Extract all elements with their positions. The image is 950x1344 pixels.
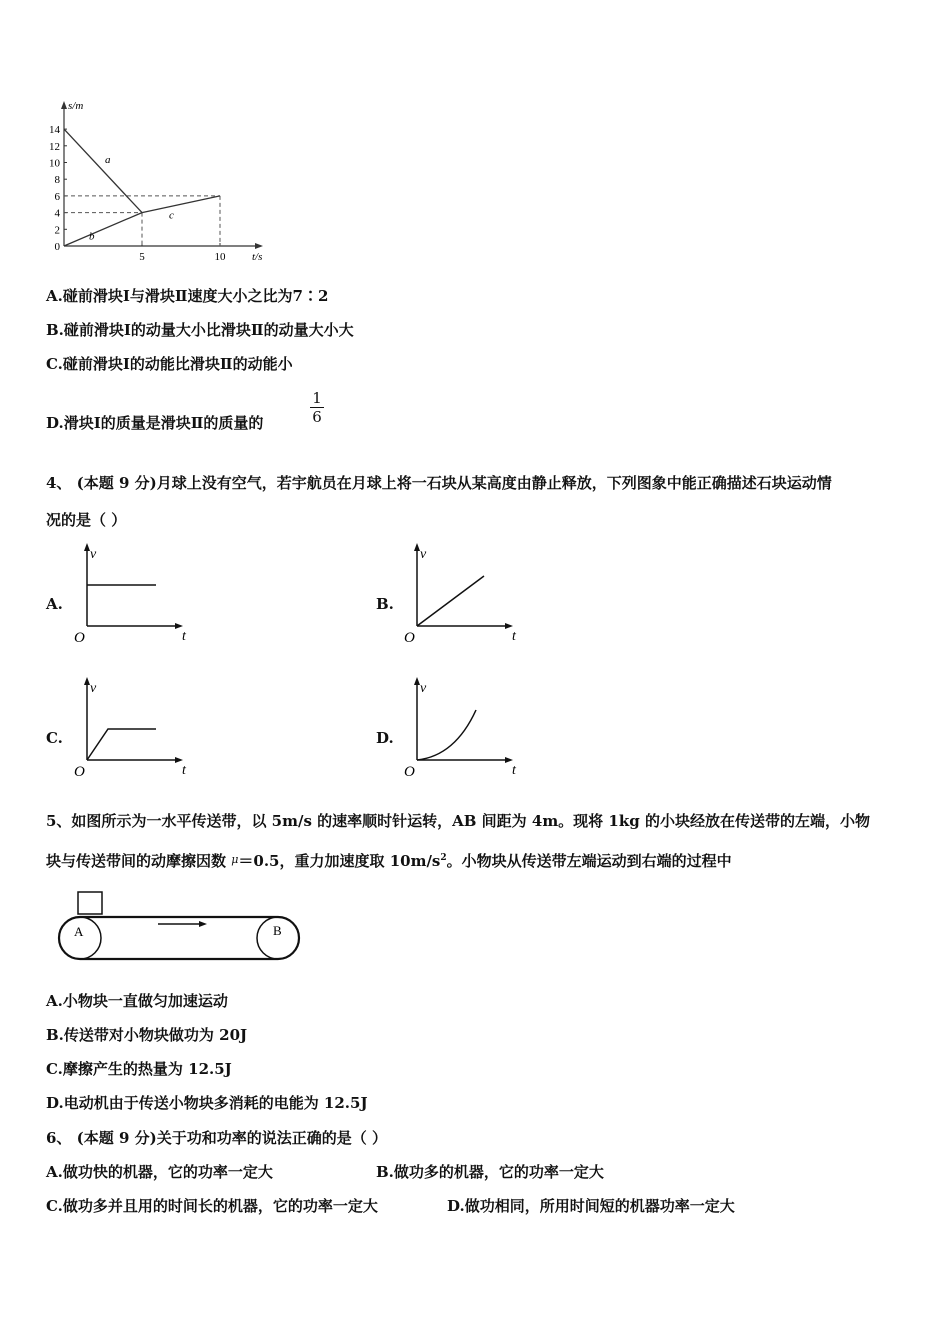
conveyor-belt-diagram: [50, 886, 310, 976]
label-a: A: [74, 924, 84, 939]
y-tick-label: 12: [49, 140, 60, 153]
v-axis-label: v: [420, 681, 427, 696]
t-axis-label: t: [512, 763, 516, 778]
origin-label: O: [404, 630, 415, 646]
y-tick-label: 6: [54, 190, 60, 203]
v-axis-label: v: [90, 681, 97, 696]
fraction-one-sixth: 1 6: [310, 390, 324, 425]
q6-option-a[interactable]: A.做功快的机器，它的功率一定大: [46, 1163, 273, 1181]
x-axis-label: t/s: [252, 251, 263, 263]
origin-label: O: [74, 630, 85, 646]
origin-label: O: [404, 764, 415, 780]
y-tick-label: 14: [49, 124, 60, 137]
y-axis-label: s/m: [68, 100, 84, 112]
q5-stem-line2: 块与传送带间的动摩擦因数 $^\mu$＝0.5，重力加速度取 $10m/s^2$。小物块从传送带左端运动到右端的过程中: [46, 852, 732, 870]
y-axis-arrow: [61, 101, 67, 109]
series-a-label: a: [105, 153, 111, 166]
q5-option-d[interactable]: D.电动机由于传送小物块多消耗的电能为 12.5J: [46, 1094, 368, 1112]
x-axis-arrow: [255, 243, 263, 249]
y-tick-label: 10: [49, 157, 60, 170]
mu-symbol: μ: [231, 853, 239, 866]
q4-option-c-letter[interactable]: C.: [46, 729, 63, 747]
x-tick-label: 5: [139, 251, 145, 263]
q5-option-a[interactable]: A.小物块一直做匀加速运动: [46, 992, 228, 1010]
q3-option-a[interactable]: A.碰前滑块Ⅰ与滑块Ⅱ速度大小之比为7∶2: [46, 287, 329, 305]
label-b: B: [273, 923, 282, 938]
q3-option-b[interactable]: B.碰前滑块Ⅰ的动量大小比滑块Ⅱ的动量大小大: [46, 321, 354, 339]
q4-option-d-letter[interactable]: D.: [376, 729, 394, 747]
s-t-chart: [30, 96, 280, 266]
q4-option-a-letter[interactable]: A.: [46, 595, 63, 613]
graph-c-line: [87, 729, 156, 760]
y-tick-label: 4: [54, 207, 60, 220]
graph-b-line: [417, 576, 484, 626]
q4-graph-c[interactable]: [70, 674, 200, 784]
q5-option-c[interactable]: C.摩擦产生的热量为 12.5J: [46, 1060, 232, 1078]
t-axis-label: t: [512, 629, 516, 644]
q4-graph-b[interactable]: [400, 540, 530, 650]
q6-option-d[interactable]: D.做功相同，所用时间短的机器功率一定大: [447, 1197, 735, 1215]
origin-label: O: [74, 764, 85, 780]
q4-graph-a[interactable]: [70, 540, 200, 650]
y-tick-label: 2: [54, 224, 60, 237]
q6-option-c[interactable]: C.做功多并且用的时间长的机器，它的功率一定大: [46, 1197, 378, 1215]
q4-stem-line2: 况的是（ ）: [46, 511, 127, 529]
v-axis-label: v: [420, 547, 427, 562]
y-tick-label: 8: [54, 174, 60, 187]
series-c-label: c: [169, 209, 174, 222]
v-axis-label: v: [90, 547, 97, 562]
series-a-line: [64, 129, 142, 213]
q4-stem-line1: 4、 (本题 9 分)月球上没有空气，若宇航员在月球上将一石块从某高度由静止释放，下列图象中能正确描述石块运动情: [46, 474, 832, 492]
t-axis-label: t: [182, 629, 186, 644]
x-tick-label: 10: [214, 251, 226, 263]
q4-option-b-letter[interactable]: B.: [376, 595, 394, 613]
series-b-label: b: [89, 230, 95, 243]
series-b-line: [64, 213, 142, 246]
q5-option-b[interactable]: B.传送带对小物块做功为 20J: [46, 1026, 248, 1044]
series-c-line: [142, 196, 220, 213]
q6-stem: 6、 (本题 9 分)关于功和功率的说法正确的是（ ）: [46, 1129, 387, 1147]
q6-option-b[interactable]: B.做功多的机器，它的功率一定大: [376, 1163, 604, 1181]
t-axis-label: t: [182, 763, 186, 778]
q4-graph-d[interactable]: [400, 674, 530, 784]
q3-option-d[interactable]: D.滑块Ⅰ的质量是滑块Ⅱ的质量的: [46, 414, 264, 432]
graph-d-curve: [417, 710, 476, 760]
y-tick-label: 0: [54, 241, 60, 253]
block: [78, 892, 102, 914]
q5-stem-line1: 5、如图所示为一水平传送带，以 5m/s 的速率顺时针运转，AB 间距为 4m。现将 1kg 的小块经放在传送带的左端，小物: [46, 812, 870, 830]
q3-option-c[interactable]: C.碰前滑块Ⅰ的动能比滑块Ⅱ的动能小: [46, 355, 293, 373]
